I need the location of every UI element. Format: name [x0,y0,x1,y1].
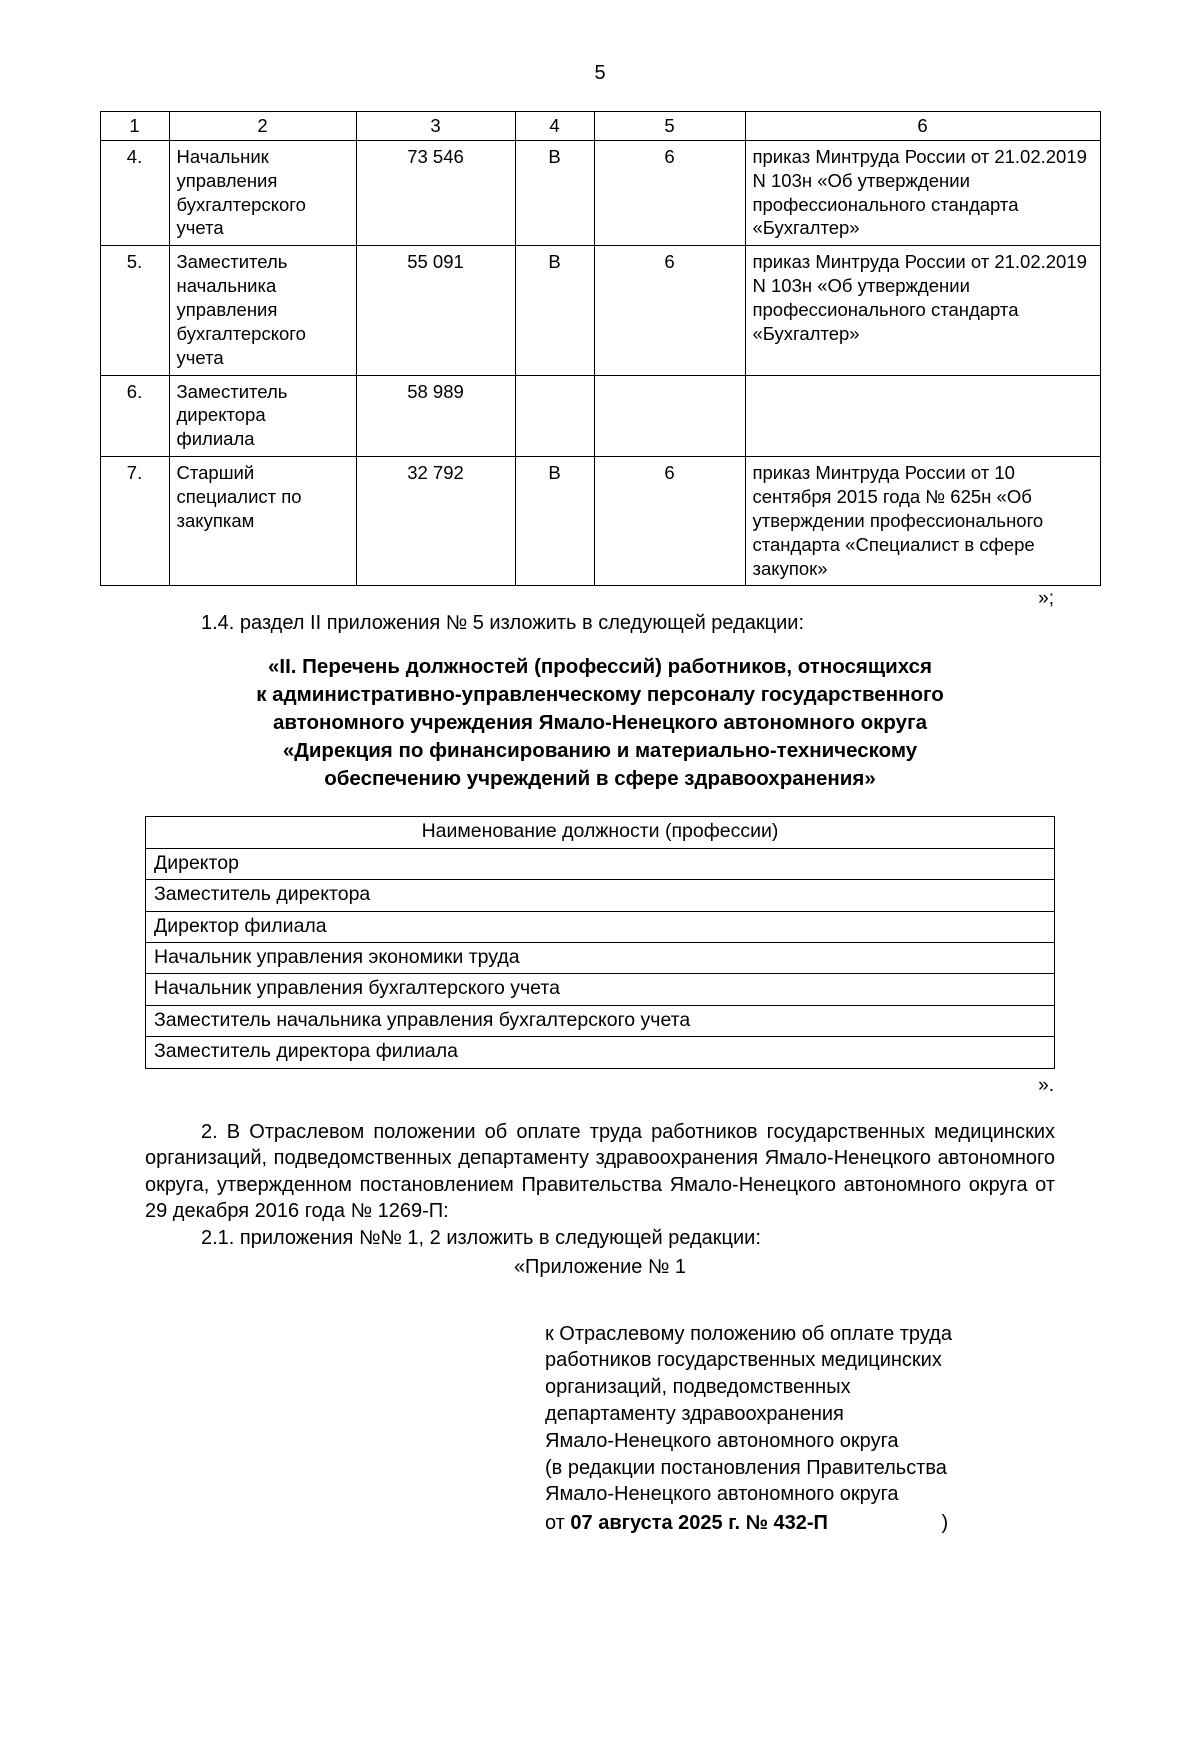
heading-line-4: «Дирекция по финансированию и материально-техническому [282,738,918,762]
position-name: Заместитель начальника управления бухгалтерского учета [169,246,356,375]
qualification-letter: В [515,140,594,245]
table-row [146,974,1055,1005]
document-page [0,62,1200,1759]
qualification-level: 6 [594,246,745,375]
appendix-date-prefix: от [545,1512,565,1535]
clause-1-4-lead: 1.4. раздел II приложения № 5 изложить в следующей редакции: [201,612,804,635]
salary-value: 73 546 [356,140,515,245]
appendix-ref-line-3: организаций, подведомственных [545,1376,851,1399]
professional-standard: приказ Минтруда России от 10 сентября 2015 года № 625н «Об утверждении профессионального стандарта «Специалист в сфере закупок» [745,457,1100,586]
row-index: 4. [100,140,169,245]
heading-line-5: обеспечению учреждений в сфере здравоохранения» [324,766,876,790]
clause-2-paragraph: 2. В Отраслевом положении об оплате труда работников государственных медицинских организаций, подведомственных департаменту здравоохранения Ямало-Ненецкого автономного округа, утвержденном постановлением Правительства Ямало-Ненецкого автономного округа от 29 декабря 2016 года № 1269-П: [145,1120,1055,1223]
position-name: Директор [146,848,1055,879]
qualification-letter [515,375,594,457]
positions-table-header: Наименование должности (профессии) [146,817,1055,848]
heading-line-1: «II. Перечень должностей (профессий) работников, относящихся [268,655,932,679]
table-row [146,1037,1055,1068]
appendix-date-line [545,1510,1065,1537]
col-number-3: 3 [356,112,515,141]
qualification-letter: В [515,246,594,375]
position-name: Заместитель директора филиала [169,375,356,457]
appendix-ref-line-5: Ямало-Ненецкого автономного округа [545,1429,899,1452]
appendix-ref-line-1: к Отраслевому положению об оплате труда [545,1322,952,1345]
table-row [100,375,1100,457]
positions-table [145,816,1055,1068]
position-name: Заместитель директора филиала [146,1037,1055,1068]
col-number-5: 5 [594,112,745,141]
qualification-level [594,375,745,457]
appendix-ref-line-4: департаменту здравоохранения [545,1402,844,1425]
professional-standard [745,375,1100,457]
appendix-ref-line-2: работников государственных медицинских [545,1349,942,1372]
salary-value: 32 792 [356,457,515,586]
row-index: 5. [100,246,169,375]
position-name: Заместитель начальника управления бухгалтерского учета [146,1005,1055,1036]
table-row [146,943,1055,974]
heading-line-2: к административно-управленческому персоналу государственного [256,682,944,706]
col-number-2: 2 [169,112,356,141]
closing-quote-mark: »; [1038,588,1054,610]
closing-quote-mark: ». [1038,1074,1054,1096]
salary-value: 58 989 [356,375,515,457]
qualification-letter: В [515,457,594,586]
position-name: Заместитель директора [146,880,1055,911]
heading-line-3: автономного учреждения Ямало-Ненецкого автономного округа [272,710,928,734]
table-row [146,848,1055,879]
table-header-row [100,112,1100,141]
position-name: Начальник управления экономики труда [146,943,1055,974]
table-row [146,911,1055,942]
appendix-reference-block [545,1321,1065,1537]
appendix-ref-line-7: Ямало-Ненецкого автономного округа [545,1483,899,1506]
qualification-level: 6 [594,457,745,586]
page-number: 5 [594,62,606,84]
appendix-closing-paren: ) [941,1512,949,1535]
table-header-row [146,817,1055,848]
row-index: 7. [100,457,169,586]
professional-standard: приказ Минтруда России от 21.02.2019 N 103н «Об утверждении профессионального стандарта «Бухгалтер» [745,140,1100,245]
table-row [146,1005,1055,1036]
qualification-level: 6 [594,140,745,245]
salary-table [100,111,1101,586]
position-name: Старший специалист по закупкам [169,457,356,586]
position-name: Начальник управления бухгалтерского учета [169,140,356,245]
appendix-title: «Приложение № 1 [513,1255,687,1278]
salary-value: 55 091 [356,246,515,375]
col-number-6: 6 [745,112,1100,141]
table-row [100,140,1100,245]
section-heading [145,653,1055,792]
col-number-1: 1 [100,112,169,141]
position-name: Начальник управления бухгалтерского учета [146,974,1055,1005]
appendix-ref-line-6: (в редакции постановления Правительства [545,1456,947,1479]
col-number-4: 4 [515,112,594,141]
table-row [100,457,1100,586]
table-row [146,880,1055,911]
table-row [100,246,1100,375]
clause-2-1-subclause: 2.1. приложения №№ 1, 2 изложить в следующей редакции: [201,1226,761,1249]
appendix-date-value: 07 августа 2025 г. № 432-П [570,1512,828,1535]
row-index: 6. [100,375,169,457]
position-name: Директор филиала [146,911,1055,942]
professional-standard: приказ Минтруда России от 21.02.2019 N 103н «Об утверждении профессионального стандарта «Бухгалтер» [745,246,1100,375]
